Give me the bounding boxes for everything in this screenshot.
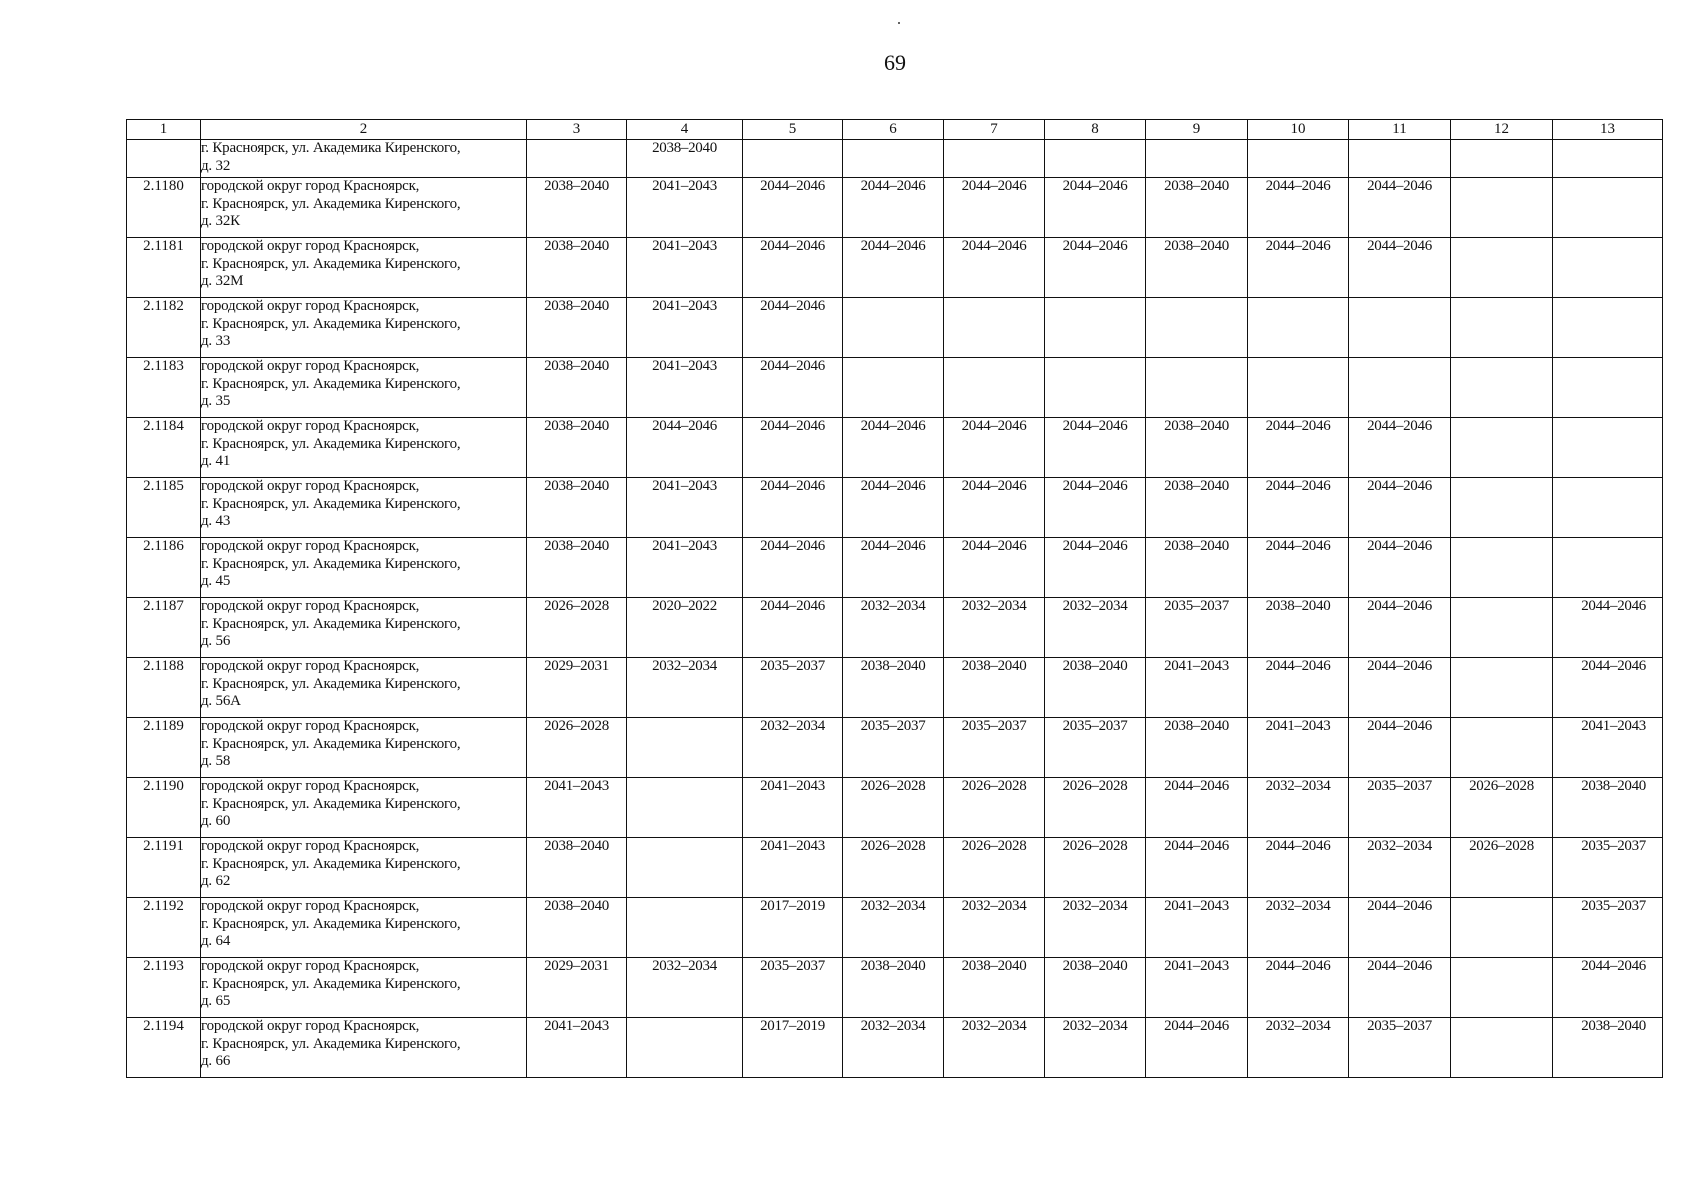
period-cell: 2044–2046 [843, 538, 944, 598]
table-row [127, 538, 1663, 598]
period-cell: 2038–2040 [843, 958, 944, 1018]
period-cell: 2026–2028 [944, 778, 1045, 838]
period-cell: 2044–2046 [1349, 178, 1451, 238]
address-cell: городской округ город Красноярск, г. Красноярск, ул. Академика Киренского, д. 58 [201, 718, 527, 778]
address-cell: городской округ город Красноярск, г. Красноярск, ул. Академика Киренского, д. 32К [201, 178, 527, 238]
period-cell [1451, 238, 1553, 298]
period-cell: 2038–2040 [1146, 538, 1248, 598]
column-header: 8 [1045, 120, 1146, 140]
table-row [127, 778, 1663, 838]
period-cell: 2044–2046 [944, 238, 1045, 298]
period-cell: 2032–2034 [1045, 898, 1146, 958]
period-cell: 2044–2046 [743, 478, 843, 538]
period-cell: 2044–2046 [1045, 178, 1146, 238]
address-cell: городской округ город Красноярск, г. Красноярск, ул. Академика Киренского, д. 33 [201, 298, 527, 358]
period-cell: 2044–2046 [1553, 658, 1663, 718]
period-cell [1553, 418, 1663, 478]
period-cell [1248, 140, 1349, 178]
period-cell: 2044–2046 [1248, 238, 1349, 298]
period-cell: 2032–2034 [944, 1018, 1045, 1078]
period-cell: 2026–2028 [843, 778, 944, 838]
period-cell: 2044–2046 [843, 178, 944, 238]
address-cell: городской округ город Красноярск, г. Красноярск, ул. Академика Киренского, д. 56 [201, 598, 527, 658]
period-cell: 2044–2046 [1045, 238, 1146, 298]
address-cell: городской округ город Красноярск, г. Красноярск, ул. Академика Киренского, д. 60 [201, 778, 527, 838]
period-cell [1553, 478, 1663, 538]
period-cell: 2038–2040 [944, 658, 1045, 718]
period-cell: 2032–2034 [1248, 1018, 1349, 1078]
period-cell: 2029–2031 [527, 658, 627, 718]
period-cell [1045, 358, 1146, 418]
table-body [127, 140, 1663, 1078]
period-cell [627, 838, 743, 898]
period-cell [743, 140, 843, 178]
period-cell: 2044–2046 [1248, 538, 1349, 598]
period-cell [1248, 358, 1349, 418]
table-row [127, 418, 1663, 478]
column-header: 3 [527, 120, 627, 140]
period-cell: 2044–2046 [1045, 538, 1146, 598]
period-cell: 2044–2046 [843, 478, 944, 538]
column-header: 11 [1349, 120, 1451, 140]
period-cell: 2044–2046 [1045, 418, 1146, 478]
row-number-cell: 2.1182 [127, 298, 201, 358]
period-cell: 2041–2043 [627, 478, 743, 538]
period-cell [1451, 418, 1553, 478]
period-cell: 2038–2040 [627, 140, 743, 178]
period-cell: 2038–2040 [843, 658, 944, 718]
period-cell: 2038–2040 [1553, 1018, 1663, 1078]
period-cell: 2044–2046 [1146, 778, 1248, 838]
period-cell: 2038–2040 [1045, 658, 1146, 718]
period-cell: 2038–2040 [527, 298, 627, 358]
table-row [127, 358, 1663, 418]
period-cell: 2044–2046 [843, 418, 944, 478]
table-row [127, 958, 1663, 1018]
row-number-cell: 2.1194 [127, 1018, 201, 1078]
table-row [127, 140, 1663, 178]
row-number-cell: 2.1184 [127, 418, 201, 478]
period-cell: 2041–2043 [1146, 658, 1248, 718]
period-cell: 2044–2046 [1248, 658, 1349, 718]
address-cell: городской округ город Красноярск, г. Красноярск, ул. Академика Киренского, д. 62 [201, 838, 527, 898]
period-cell: 2038–2040 [527, 478, 627, 538]
table-row [127, 298, 1663, 358]
period-cell: 2035–2037 [1553, 838, 1663, 898]
period-cell [1451, 658, 1553, 718]
period-cell [1553, 358, 1663, 418]
period-cell [944, 298, 1045, 358]
row-number-cell: 2.1188 [127, 658, 201, 718]
period-cell: 2038–2040 [1146, 178, 1248, 238]
period-cell: 2044–2046 [1349, 658, 1451, 718]
row-number-cell: 2.1191 [127, 838, 201, 898]
period-cell: 2026–2028 [843, 838, 944, 898]
table-row [127, 238, 1663, 298]
period-cell: 2032–2034 [743, 718, 843, 778]
column-header: 5 [743, 120, 843, 140]
period-cell: 2044–2046 [1248, 958, 1349, 1018]
row-number-cell [127, 140, 201, 178]
address-cell: городской округ город Красноярск, г. Красноярск, ул. Академика Киренского, д. 41 [201, 418, 527, 478]
period-cell: 2038–2040 [527, 238, 627, 298]
address-cell: городской округ город Красноярск, г. Красноярск, ул. Академика Киренского, д. 65 [201, 958, 527, 1018]
period-cell [1349, 358, 1451, 418]
period-cell: 2032–2034 [1248, 778, 1349, 838]
period-cell: 2041–2043 [627, 178, 743, 238]
period-cell: 2044–2046 [1248, 418, 1349, 478]
row-number-cell: 2.1186 [127, 538, 201, 598]
period-cell: 2026–2028 [1045, 778, 1146, 838]
column-header: 13 [1553, 120, 1663, 140]
address-cell: городской округ город Красноярск, г. Красноярск, ул. Академика Киренского, д. 32М [201, 238, 527, 298]
address-cell: городской округ город Красноярск, г. Красноярск, ул. Академика Киренского, д. 45 [201, 538, 527, 598]
column-header: 9 [1146, 120, 1248, 140]
table-row [127, 898, 1663, 958]
period-cell: 2044–2046 [1146, 1018, 1248, 1078]
period-cell: 2044–2046 [743, 178, 843, 238]
period-cell: 2044–2046 [1349, 478, 1451, 538]
period-cell [1451, 298, 1553, 358]
row-number-cell: 2.1180 [127, 178, 201, 238]
period-cell: 2035–2037 [1349, 1018, 1451, 1078]
period-cell: 2035–2037 [743, 958, 843, 1018]
repair-schedule-table [126, 119, 1663, 1078]
period-cell: 2032–2034 [843, 898, 944, 958]
period-cell: 2032–2034 [627, 958, 743, 1018]
period-cell: 2038–2040 [1553, 778, 1663, 838]
period-cell: 2044–2046 [944, 418, 1045, 478]
period-cell: 2035–2037 [1045, 718, 1146, 778]
period-cell: 2017–2019 [743, 898, 843, 958]
address-cell: городской округ город Красноярск, г. Красноярск, ул. Академика Киренского, д. 66 [201, 1018, 527, 1078]
period-cell [1146, 140, 1248, 178]
column-header: 4 [627, 120, 743, 140]
period-cell: 2035–2037 [743, 658, 843, 718]
period-cell: 2038–2040 [527, 358, 627, 418]
period-cell: 2038–2040 [1146, 418, 1248, 478]
period-cell: 2044–2046 [1349, 238, 1451, 298]
period-cell: 2041–2043 [743, 838, 843, 898]
period-cell [944, 358, 1045, 418]
period-cell: 2032–2034 [1248, 898, 1349, 958]
period-cell [1553, 178, 1663, 238]
period-cell [1045, 140, 1146, 178]
address-cell: городской округ город Красноярск, г. Красноярск, ул. Академика Киренского, д. 35 [201, 358, 527, 418]
period-cell: 2038–2040 [1146, 718, 1248, 778]
period-cell: 2035–2037 [1553, 898, 1663, 958]
period-cell: 2026–2028 [1045, 838, 1146, 898]
page-number: 69 [884, 50, 906, 75]
period-cell [944, 140, 1045, 178]
period-cell [627, 1018, 743, 1078]
period-cell [627, 778, 743, 838]
table-row [127, 1018, 1663, 1078]
period-cell: 2017–2019 [743, 1018, 843, 1078]
column-header: 10 [1248, 120, 1349, 140]
period-cell: 2026–2028 [527, 598, 627, 658]
period-cell [1553, 140, 1663, 178]
period-cell: 2038–2040 [527, 898, 627, 958]
period-cell: 2035–2037 [944, 718, 1045, 778]
period-cell [1451, 1018, 1553, 1078]
period-cell: 2044–2046 [743, 538, 843, 598]
period-cell: 2044–2046 [743, 418, 843, 478]
address-cell: городской округ город Красноярск, г. Красноярск, ул. Академика Киренского, д. 43 [201, 478, 527, 538]
period-cell [1451, 178, 1553, 238]
period-cell: 2044–2046 [1349, 958, 1451, 1018]
period-cell [1451, 140, 1553, 178]
period-cell: 2044–2046 [1349, 598, 1451, 658]
period-cell [1451, 598, 1553, 658]
period-cell [1349, 140, 1451, 178]
period-cell: 2044–2046 [843, 238, 944, 298]
row-number-cell: 2.1187 [127, 598, 201, 658]
period-cell [1553, 298, 1663, 358]
period-cell: 2044–2046 [1349, 718, 1451, 778]
table-row [127, 718, 1663, 778]
period-cell: 2026–2028 [1451, 838, 1553, 898]
period-cell: 2041–2043 [1146, 898, 1248, 958]
column-header: 6 [843, 120, 944, 140]
period-cell: 2041–2043 [627, 538, 743, 598]
period-cell: 2041–2043 [627, 238, 743, 298]
row-number-cell: 2.1181 [127, 238, 201, 298]
period-cell: 2044–2046 [944, 178, 1045, 238]
period-cell: 2032–2034 [944, 598, 1045, 658]
scan-speck [898, 22, 900, 24]
period-cell: 2032–2034 [1045, 1018, 1146, 1078]
period-cell: 2032–2034 [1045, 598, 1146, 658]
period-cell: 2041–2043 [1553, 718, 1663, 778]
period-cell: 2044–2046 [1349, 538, 1451, 598]
period-cell [843, 140, 944, 178]
period-cell [1248, 298, 1349, 358]
period-cell: 2029–2031 [527, 958, 627, 1018]
period-cell: 2032–2034 [1349, 838, 1451, 898]
period-cell: 2044–2046 [743, 358, 843, 418]
row-number-cell: 2.1190 [127, 778, 201, 838]
period-cell [627, 898, 743, 958]
row-number-cell: 2.1189 [127, 718, 201, 778]
period-cell: 2044–2046 [743, 238, 843, 298]
period-cell: 2026–2028 [527, 718, 627, 778]
period-cell: 2038–2040 [527, 538, 627, 598]
column-header: 7 [944, 120, 1045, 140]
table-row [127, 598, 1663, 658]
period-cell [1349, 298, 1451, 358]
period-cell: 2038–2040 [1045, 958, 1146, 1018]
period-cell: 2041–2043 [743, 778, 843, 838]
table-row [127, 838, 1663, 898]
period-cell: 2032–2034 [843, 1018, 944, 1078]
period-cell [1451, 538, 1553, 598]
period-cell: 2038–2040 [1146, 478, 1248, 538]
period-cell: 2038–2040 [1248, 598, 1349, 658]
period-cell: 2044–2046 [743, 598, 843, 658]
period-cell: 2032–2034 [843, 598, 944, 658]
period-cell: 2044–2046 [1349, 898, 1451, 958]
period-cell [1553, 238, 1663, 298]
period-cell: 2026–2028 [944, 838, 1045, 898]
row-number-cell: 2.1193 [127, 958, 201, 1018]
period-cell [527, 140, 627, 178]
period-cell [1451, 478, 1553, 538]
row-number-cell: 2.1183 [127, 358, 201, 418]
period-cell: 2044–2046 [1553, 958, 1663, 1018]
period-cell: 2038–2040 [527, 838, 627, 898]
column-header: 2 [201, 120, 527, 140]
period-cell: 2032–2034 [944, 898, 1045, 958]
period-cell: 2044–2046 [944, 538, 1045, 598]
period-cell [627, 718, 743, 778]
period-cell: 2041–2043 [1146, 958, 1248, 1018]
period-cell: 2044–2046 [1146, 838, 1248, 898]
period-cell: 2044–2046 [627, 418, 743, 478]
period-cell [1451, 898, 1553, 958]
period-cell: 2044–2046 [1248, 478, 1349, 538]
address-cell: г. Красноярск, ул. Академика Киренского, д. 32 [201, 140, 527, 178]
row-number-cell: 2.1192 [127, 898, 201, 958]
period-cell: 2044–2046 [1045, 478, 1146, 538]
period-cell: 2032–2034 [627, 658, 743, 718]
period-cell: 2044–2046 [1349, 418, 1451, 478]
period-cell: 2038–2040 [1146, 238, 1248, 298]
column-header: 1 [127, 120, 201, 140]
period-cell: 2038–2040 [527, 178, 627, 238]
period-cell: 2044–2046 [1248, 838, 1349, 898]
period-cell [843, 298, 944, 358]
period-cell [1451, 958, 1553, 1018]
row-number-cell: 2.1185 [127, 478, 201, 538]
period-cell: 2041–2043 [627, 298, 743, 358]
table-row [127, 478, 1663, 538]
period-cell [1146, 358, 1248, 418]
period-cell: 2041–2043 [1248, 718, 1349, 778]
period-cell [1451, 718, 1553, 778]
period-cell: 2020–2022 [627, 598, 743, 658]
period-cell [1146, 298, 1248, 358]
period-cell [1045, 298, 1146, 358]
column-number-header-row [127, 120, 1663, 140]
period-cell [1553, 538, 1663, 598]
period-cell [843, 358, 944, 418]
period-cell: 2044–2046 [1248, 178, 1349, 238]
period-cell: 2041–2043 [627, 358, 743, 418]
period-cell: 2035–2037 [843, 718, 944, 778]
address-cell: городской округ город Красноярск, г. Красноярск, ул. Академика Киренского, д. 56А [201, 658, 527, 718]
period-cell: 2041–2043 [527, 1018, 627, 1078]
period-cell: 2038–2040 [944, 958, 1045, 1018]
period-cell [1451, 358, 1553, 418]
period-cell: 2044–2046 [743, 298, 843, 358]
column-header: 12 [1451, 120, 1553, 140]
period-cell: 2038–2040 [527, 418, 627, 478]
period-cell: 2041–2043 [527, 778, 627, 838]
period-cell: 2035–2037 [1146, 598, 1248, 658]
period-cell: 2044–2046 [944, 478, 1045, 538]
table-row [127, 178, 1663, 238]
address-cell: городской округ город Красноярск, г. Красноярск, ул. Академика Киренского, д. 64 [201, 898, 527, 958]
period-cell: 2044–2046 [1553, 598, 1663, 658]
period-cell: 2026–2028 [1451, 778, 1553, 838]
table-row [127, 658, 1663, 718]
period-cell: 2035–2037 [1349, 778, 1451, 838]
